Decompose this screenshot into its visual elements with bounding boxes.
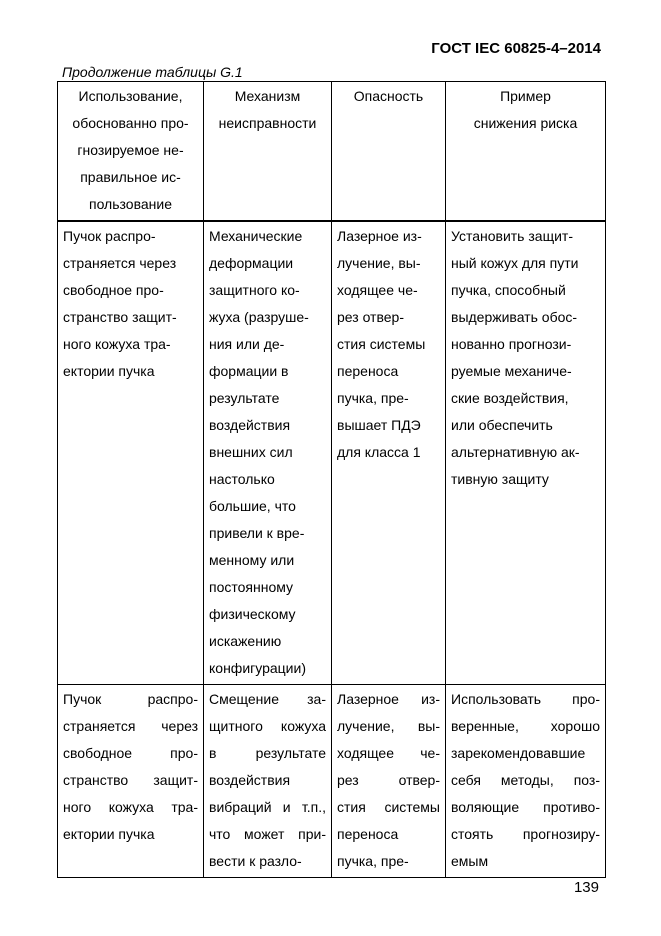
cell-line: воздействия [209,417,291,433]
cell-line: Лазерное из- [337,228,422,244]
cell-line: странство защит- [63,772,198,788]
cell-line: нованно прогнози- [451,336,572,352]
header-line: обоснованно про- [72,115,189,131]
cell-line: постоянному [209,579,294,595]
cell-risk-reduction-example [446,221,606,685]
header-line: гнозируемое не- [77,142,184,158]
column-header-hazard [332,82,446,222]
cell-line: свободное про- [63,745,198,761]
cell-hazard [332,685,446,878]
cell-line: странство защит- [63,309,177,325]
cell-line: что может при- [209,826,326,842]
cell-line: лучение, вы- [337,255,421,271]
cell-line: воздействия [209,772,291,788]
cell-line: себя методы, поз- [451,772,600,788]
cell-line: ские воздействия, [451,390,569,406]
cell-line: рез отвер- [337,309,404,325]
cell-line: привели к вре- [209,525,305,541]
header-line: Механизм [234,88,301,104]
column-header-risk-reduction-example [446,82,606,222]
page-number: 139 [573,879,599,896]
header-line: Пример [500,88,551,104]
document-header: ГОСТ IEC 60825-4–2014 [431,40,601,57]
cell-line: ного кожуха тра- [63,799,198,815]
cell-line: в результате [209,745,326,761]
cell-line: страняется через [63,718,198,734]
cell-line: настолько [209,471,275,487]
cell-line: Использовать про- [451,691,600,707]
cell-line: ектории пучка [63,363,155,379]
cell-failure-mechanism [204,221,332,685]
cell-line: менному или [209,552,295,568]
header-line: неисправности [218,115,317,131]
cell-line: ходящее че- [337,745,440,761]
cell-line: для класса 1 [337,444,421,460]
column-header-usage [58,82,204,222]
table-row [58,685,606,878]
cell-line: Лазерное из- [337,691,440,707]
cell-line: ектории пучка [63,826,155,842]
cell-line: конфигурации) [209,660,306,676]
cell-line: зарекомендовавшие [451,745,586,761]
cell-line: пучка, пре- [337,390,409,406]
cell-line: деформации [209,255,294,271]
cell-line: защитного ко- [209,282,300,298]
cell-line: свободное про- [63,282,164,298]
cell-line: воляющие противо- [451,799,600,815]
cell-line: ного кожуха тра- [63,336,171,352]
cell-line: переноса [337,363,399,379]
cell-line: стия системы [337,336,426,352]
table-header-row [58,82,606,222]
cell-line: пучка, пре- [337,853,409,869]
cell-line: лучение, вы- [337,718,440,734]
cell-line: стия системы [337,799,440,815]
cell-line: ния или де- [209,336,285,352]
cell-line: Установить защит- [451,228,573,244]
cell-line: искажению [209,633,282,649]
cell-line: переноса [337,826,399,842]
cell-line: вибраций и т.п., [209,799,326,815]
cell-failure-mechanism [204,685,332,878]
cell-line: емым [451,853,489,869]
cell-line: рез отвер- [337,772,440,788]
header-line: снижения риска [473,115,578,131]
cell-line: внешних сил [209,444,293,460]
cell-line: Смещение за- [209,691,326,707]
cell-line: страняется через [63,255,177,271]
cell-usage [58,221,204,685]
cell-line: ный кожух для пути [451,255,579,271]
cell-line: тивную защиту [451,471,549,487]
cell-usage [58,685,204,878]
cell-line: Пучок распро- [63,691,198,707]
table-row [58,221,606,685]
column-header-failure-mechanism [204,82,332,222]
cell-line: Пучок распро- [63,228,156,244]
cell-risk-reduction-example [446,685,606,878]
cell-line: физическому [209,606,296,622]
cell-line: результате [209,390,280,406]
cell-line: вышает ПДЭ [337,417,421,433]
cell-line: формации в [209,363,289,379]
cell-line: стоять прогнозиру- [451,826,600,842]
cell-line: выдерживать обос- [451,309,578,325]
cell-line: вести к разло- [209,853,302,869]
cell-line: большие, что [209,498,296,514]
header-line: правильное ис- [80,169,181,185]
cell-line: щитного кожуха [209,718,326,734]
cell-line: или обеспечить [451,417,553,433]
cell-line: жуха (разруше- [209,309,309,325]
hazard-table [57,81,606,878]
cell-line: руемые механиче- [451,363,572,379]
cell-line: Механические [209,228,303,244]
cell-line: веренные, хорошо [451,718,600,734]
cell-line: пучка, способный [451,282,566,298]
cell-line: ходящее че- [337,282,418,298]
table-caption: Продолжение таблицы G.1 [62,64,243,80]
cell-line: альтернативную ак- [451,444,580,460]
cell-hazard [332,221,446,685]
header-line: Опасность [353,88,424,104]
header-line: Использование, [78,88,183,104]
header-line: пользование [89,196,172,212]
